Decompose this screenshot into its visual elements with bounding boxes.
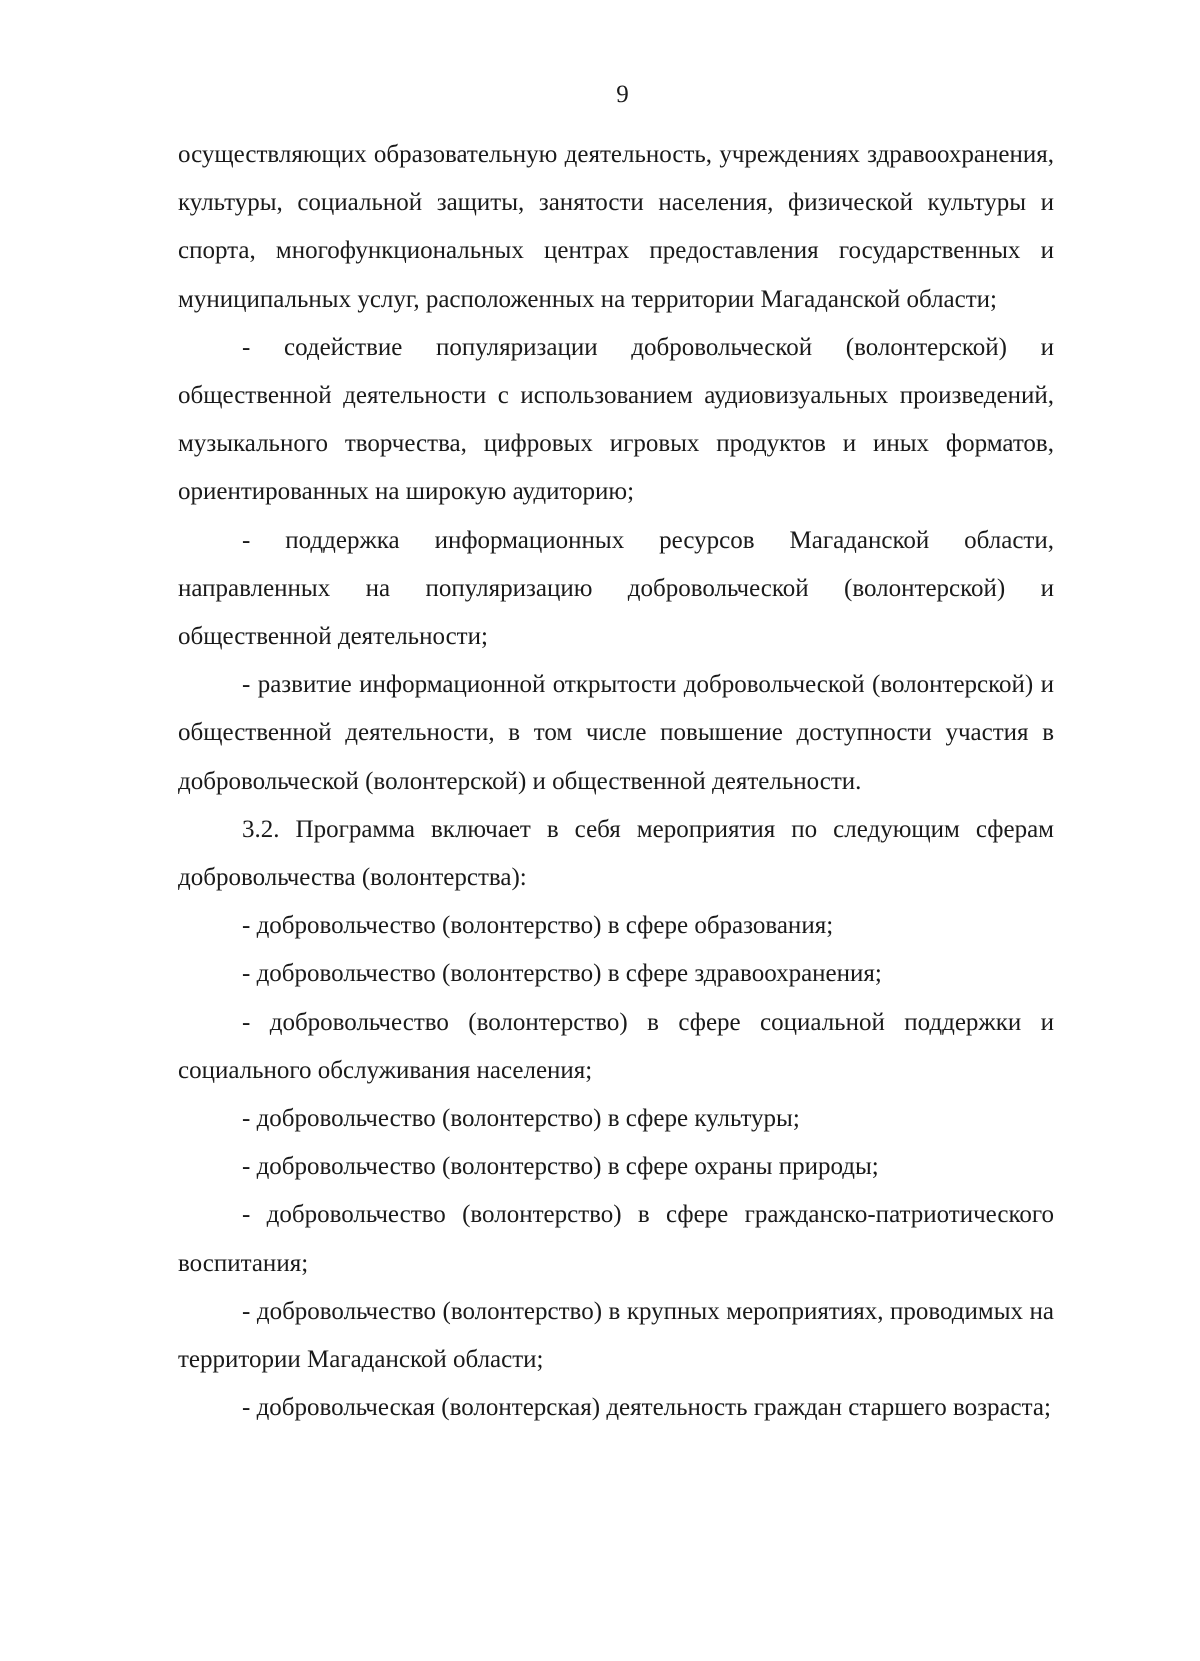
paragraph: - поддержка информационных ресурсов Магаданской области, направленных на популяризацию добровольческой (волонтерской) и общественной деятельности; [178,526,1054,651]
list-item: - добровольчество (волонтерство) в сфере гражданско-патриотического воспитания; [178,1201,1054,1277]
paragraph: 3.2. Программа включает в себя мероприятия по следующим сферам добровольчества (волонтерства): [178,815,1054,892]
list-item: - добровольчество (волонтерство) в сфере здравоохранения; [242,960,882,988]
list-item: - добровольчество (волонтерство) в крупных мероприятиях, проводимых на территории Магаданской области; [178,1297,1054,1374]
list-item: - добровольческая (волонтерская) деятельность граждан старшего возраста; [242,1394,1051,1422]
list-item: - добровольчество (волонтерство) в сфере культуры; [242,1105,800,1133]
list-item: - добровольчество (волонтерство) в сфере образования; [242,912,834,940]
paragraph: - развитие информационной открытости добровольческой (волонтерской) и общественной деятельности, в том числе повышение доступности участия в добровольческой (волонтерской) и общественной деятельности. [178,671,1054,795]
page-number: 9 [616,81,629,108]
paragraph: - содействие популяризации добровольческой (волонтерской) и общественной деятельности с использованием аудиовизуальных произведений, музыкального творчества, цифровых игровых продуктов и иных форматов, ориентированных на широкую аудиторию; [178,333,1054,506]
list-item: - добровольчество (волонтерство) в сфере охраны природы; [242,1153,879,1181]
list-item: - добровольчество (волонтерство) в сфере социальной поддержки и социального обслуживания населения; [178,1008,1054,1084]
paragraph: осуществляющих образовательную деятельность, учреждениях здравоохранения, культуры, социальной защиты, занятости населения, физической культуры и спорта, многофункциональных центрах предоставления государственных и муниципальных услуг, расположенных на территории Магаданской области; [178,141,1054,313]
document-body [178,131,1054,1432]
